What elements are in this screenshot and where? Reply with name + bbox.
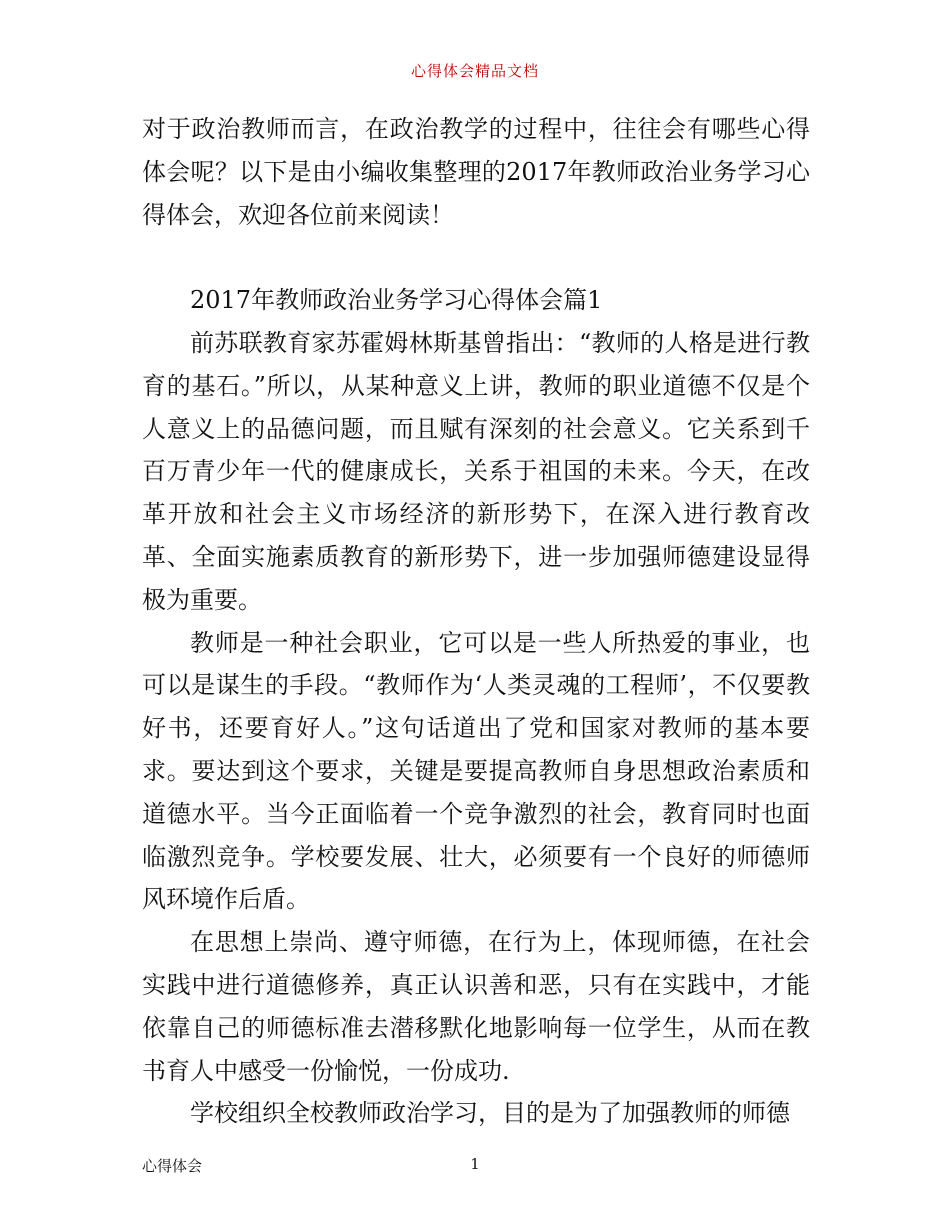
body-paragraph-1: 前苏联教育家苏霍姆林斯基曾指出：“教师的人格是进行教育的基石。”所以，从某种意义上讲，教师的职业道德不仅是个人意义上的品德问题，而且赋有深刻的社会意义。它关系到千百万青少年一代的健康成长，关系于祖国的未来。今天，在改革开放和社会主义市场经济的新形势下，在深入进行教育改革、全面实施素质教育的新形势下，进一步加强师德建设显得极为重要。 bbox=[142, 328, 810, 614]
page-header-title: 心得体会精品文档 bbox=[410, 62, 539, 80]
section-title: 2017年教师政治业务学习心得体会篇1 bbox=[190, 286, 603, 315]
body-paragraph-3: 在思想上崇尚、遵守师德，在行为上，体现师德，在社会实践中进行道德修养，真正认识善和恶，只有在实践中，才能依靠自己的师德标准去潜移默化地影响每一位学生，从而在教书育人中感受一份愉悦，一份成功. bbox=[142, 928, 810, 1085]
body-paragraph-4: 学校组织全校教师政治学习，目的是为了加强教师的师德 bbox=[190, 1099, 790, 1128]
paragraph-spacer bbox=[142, 236, 810, 279]
page-number: 1 bbox=[470, 1155, 480, 1173]
document-body bbox=[142, 108, 810, 1135]
footer-label: 心得体会 bbox=[142, 1157, 203, 1175]
body-paragraph-2: 教师是一种社会职业，它可以是一些人所热爱的事业，也可以是谋生的手段。“教师作为‘人类灵魂的工程师’，不仅要教好书，还要育好人。”这句话道出了党和国家对教师的基本要求。要达到这个要求，关键是要提高教师自身思想政治素质和道德水平。当今正面临着一个竞争激烈的社会，教育同时也面临激烈竞争。学校要发展、壮大，必须要有一个良好的师德师风环境作后盾。 bbox=[142, 628, 810, 914]
intro-paragraph: 对于政治教师而言，在政治教学的过程中，往往会有哪些心得体会呢？以下是由小编收集整理的2017年教师政治业务学习心得体会，欢迎各位前来阅读！ bbox=[142, 115, 810, 229]
